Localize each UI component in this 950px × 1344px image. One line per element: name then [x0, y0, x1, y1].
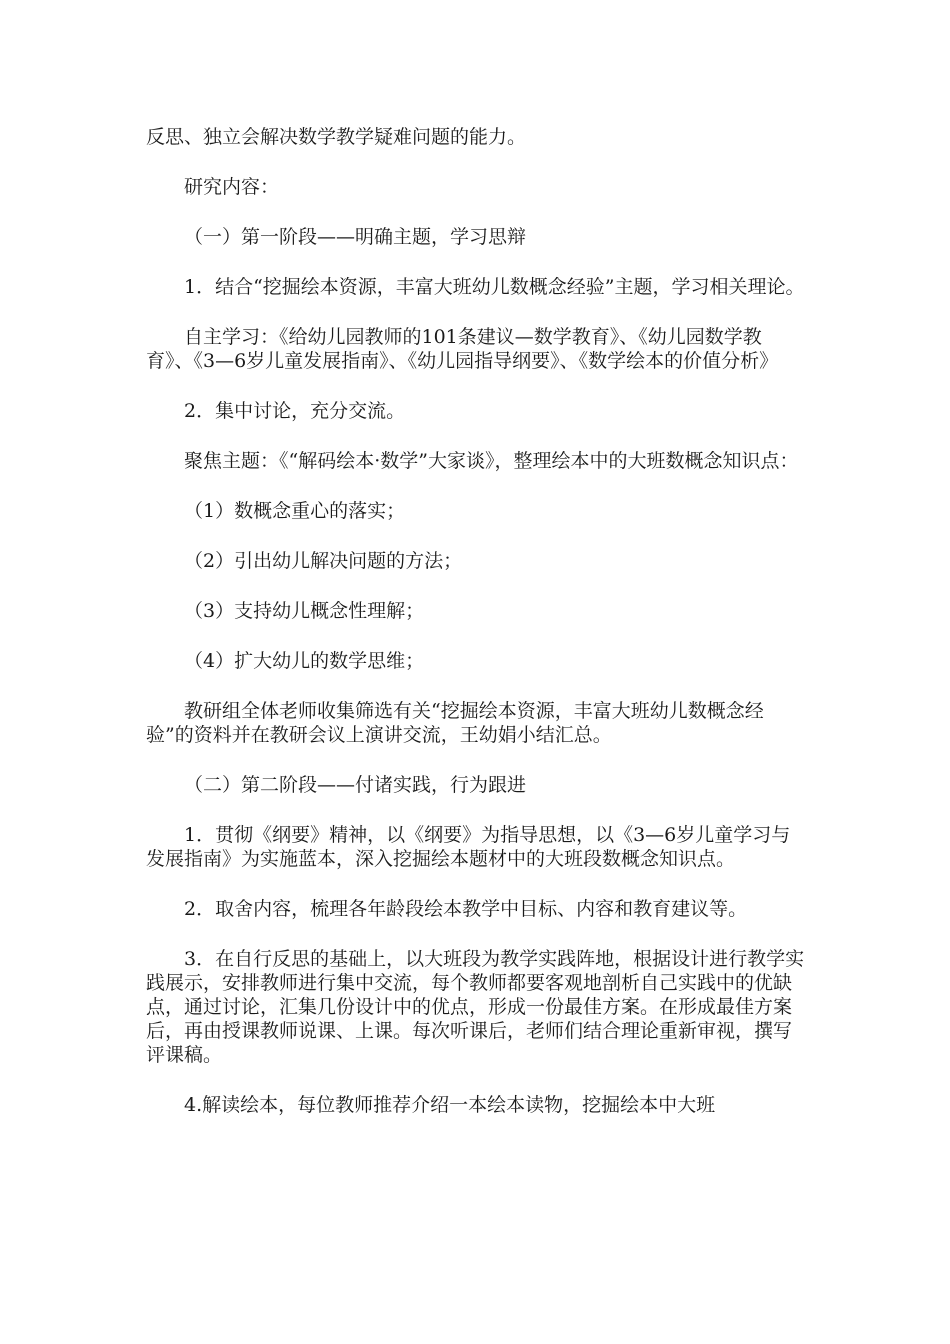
paragraph-stage-two-heading: （二）第二阶段——付诸实践，行为跟进: [184, 774, 527, 796]
list-item-point-1: （1）数概念重心的落实；: [184, 500, 406, 522]
paragraph-stage-two-item-1: 1．贯彻《纲要》精神，以《纲要》为指导思想，以《3—6岁儿童学习与发展指南》为实施蓝本，深入挖掘绘本题材中的大班段数概念知识点。: [146, 824, 791, 870]
paragraph-focus-topic: 聚焦主题：《“解码绘本·数学”大家谈》，整理绘本中的大班数概念知识点：: [184, 450, 799, 472]
document-body: [146, 125, 806, 1143]
paragraph-stage-one-item-1: 1．结合“挖掘绘本资源，丰富大班幼儿数概念经验”主题，学习相关理论。: [184, 276, 805, 298]
paragraph-research-content-heading: 研究内容：: [184, 176, 280, 198]
paragraph-self-study: 自主学习：《给幼儿园教师的101条建议—数学教育》、《幼儿园数学教育》、《3—6岁儿童发展指南》、《幼儿园指导纲要》、《数学绘本的价值分析》: [146, 326, 779, 372]
list-item-point-2: （2）引出幼儿解决问题的方法；: [184, 550, 463, 572]
list-item-point-3: （3）支持幼儿概念性理解；: [184, 600, 425, 622]
paragraph-stage-two-item-4: 4.解读绘本，每位教师推荐介绍一本绘本读物，挖掘绘本中大班: [184, 1094, 716, 1116]
paragraph-stage-one-item-2: 2．集中讨论，充分交流。: [184, 400, 406, 422]
paragraph-stage-one-heading: （一）第一阶段——明确主题，学习思辩: [184, 226, 527, 248]
list-item-point-4: （4）扩大幼儿的数学思维；: [184, 650, 425, 672]
paragraph-stage-two-item-3: 3．在自行反思的基础上，以大班段为教学实践阵地，根据设计进行教学实践展示，安排教师进行集中交流，每个教师都要客观地剖析自己实践中的优缺点，通过讨论，汇集几份设计中的优点，形成一份最佳方案。在形成最佳方案后，再由授课教师说课、上课。每次听课后，老师们结合理论重新审视，撰写评课稿。: [146, 948, 805, 1066]
paragraph-intro-continuation: 反思、独立会解决数学教学疑难问题的能力。: [146, 126, 527, 148]
paragraph-stage-two-item-2: 2．取舍内容，梳理各年龄段绘本教学中目标、内容和教育建议等。: [184, 898, 748, 920]
paragraph-team-collection: 教研组全体老师收集筛选有关“挖掘绘本资源，丰富大班幼儿数概念经验”的资料并在教研会议上演讲交流，王幼娟小结汇总。: [146, 700, 764, 746]
